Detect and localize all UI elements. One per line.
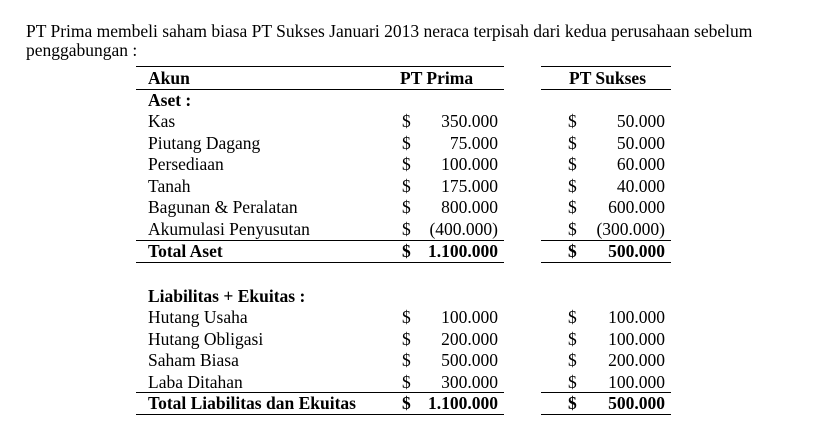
amount-prima: 75.000 [449, 132, 498, 153]
currency-symbol: $ [402, 175, 411, 196]
amount-prima: 300.000 [441, 371, 498, 392]
row-label: Hutang Obligasi [148, 328, 264, 349]
amount-prima: (400.000) [429, 218, 498, 239]
currency-symbol: $ [402, 154, 411, 174]
amount-prima: 175.000 [441, 175, 498, 196]
currency-symbol: $ [402, 111, 411, 131]
amount-sukses: 100.000 [608, 307, 665, 327]
currency-symbol: $ [568, 154, 577, 174]
amount-prima: 100.000 [441, 154, 498, 174]
header-pt-prima: PT Prima [400, 68, 474, 88]
amount-prima: 100.000 [441, 307, 498, 327]
amount-prima: 200.000 [441, 328, 498, 349]
row-label: Saham Biasa [148, 350, 239, 370]
row-label: Bagunan & Peralatan [148, 197, 298, 217]
currency-symbol: $ [402, 328, 411, 349]
amount-prima: 500.000 [441, 350, 498, 370]
row-label: Laba Ditahan [148, 371, 243, 392]
currency-symbol: $ [402, 218, 411, 239]
header-top-rule [136, 66, 504, 67]
currency-symbol: $ [568, 328, 577, 349]
currency-symbol: $ [568, 371, 577, 392]
amount-sukses: 600.000 [608, 197, 665, 217]
currency-symbol: $ [402, 241, 411, 261]
currency-symbol: $ [402, 393, 411, 413]
total-liab-bottom-rule-sukses [541, 414, 671, 415]
currency-symbol: $ [568, 307, 577, 327]
total-liab-top-rule [136, 392, 504, 393]
currency-symbol: $ [568, 218, 577, 239]
amount-prima: 350.000 [441, 111, 498, 131]
total-assets-top-rule [136, 240, 504, 241]
amount-prima: 1.100.000 [428, 241, 498, 261]
currency-symbol: $ [568, 111, 577, 131]
row-label: Total Liabilitas dan Ekuitas [148, 393, 356, 413]
amount-sukses: 60.000 [616, 154, 665, 174]
currency-symbol: $ [402, 371, 411, 392]
amount-sukses: 50.000 [616, 132, 665, 153]
row-label: Kas [148, 111, 176, 131]
row-label: Akumulasi Penyusutan [148, 218, 310, 239]
currency-symbol: $ [568, 197, 577, 217]
row-label: Tanah [148, 175, 191, 196]
liabilities-title: Liabilitas + Ekuitas : [148, 286, 306, 306]
row-label: Piutang Dagang [148, 132, 261, 153]
currency-symbol: $ [568, 175, 577, 196]
currency-symbol: $ [402, 197, 411, 217]
header-bottom-rule-sukses [541, 89, 671, 90]
amount-sukses: 40.000 [616, 175, 665, 196]
total-liab-top-rule-sukses [541, 392, 671, 393]
amount-sukses: (300.000) [596, 218, 665, 239]
amount-sukses: 100.000 [608, 371, 665, 392]
total-assets-bottom-rule-sukses [541, 262, 671, 263]
total-assets-top-rule-sukses [541, 240, 671, 241]
amount-sukses: 50.000 [616, 111, 665, 131]
amount-sukses: 500.000 [608, 393, 665, 413]
currency-symbol: $ [402, 307, 411, 327]
amount-prima: 800.000 [441, 197, 498, 217]
currency-symbol: $ [402, 132, 411, 153]
amount-sukses: 200.000 [608, 350, 665, 370]
currency-symbol: $ [568, 132, 577, 153]
total-liab-bottom-rule [136, 414, 504, 415]
intro-paragraph: PT Prima membeli saham biasa PT Sukses Januari 2013 neraca terpisah dari kedua perusahaan sebelum penggabungan : [26, 21, 753, 60]
amount-sukses: 500.000 [608, 241, 665, 261]
header-top-rule-sukses [541, 66, 671, 67]
header-akun: Akun [148, 68, 190, 88]
currency-symbol: $ [568, 241, 577, 261]
currency-symbol: $ [568, 393, 577, 413]
assets-title: Aset : [148, 90, 192, 110]
row-label: Total Aset [148, 241, 223, 261]
row-label: Persediaan [148, 154, 224, 174]
header-pt-sukses: PT Sukses [569, 68, 647, 88]
currency-symbol: $ [568, 350, 577, 370]
amount-prima: 1.100.000 [428, 393, 498, 413]
amount-sukses: 100.000 [608, 328, 665, 349]
currency-symbol: $ [402, 350, 411, 370]
total-assets-bottom-rule [136, 262, 504, 263]
row-label: Hutang Usaha [148, 307, 248, 327]
